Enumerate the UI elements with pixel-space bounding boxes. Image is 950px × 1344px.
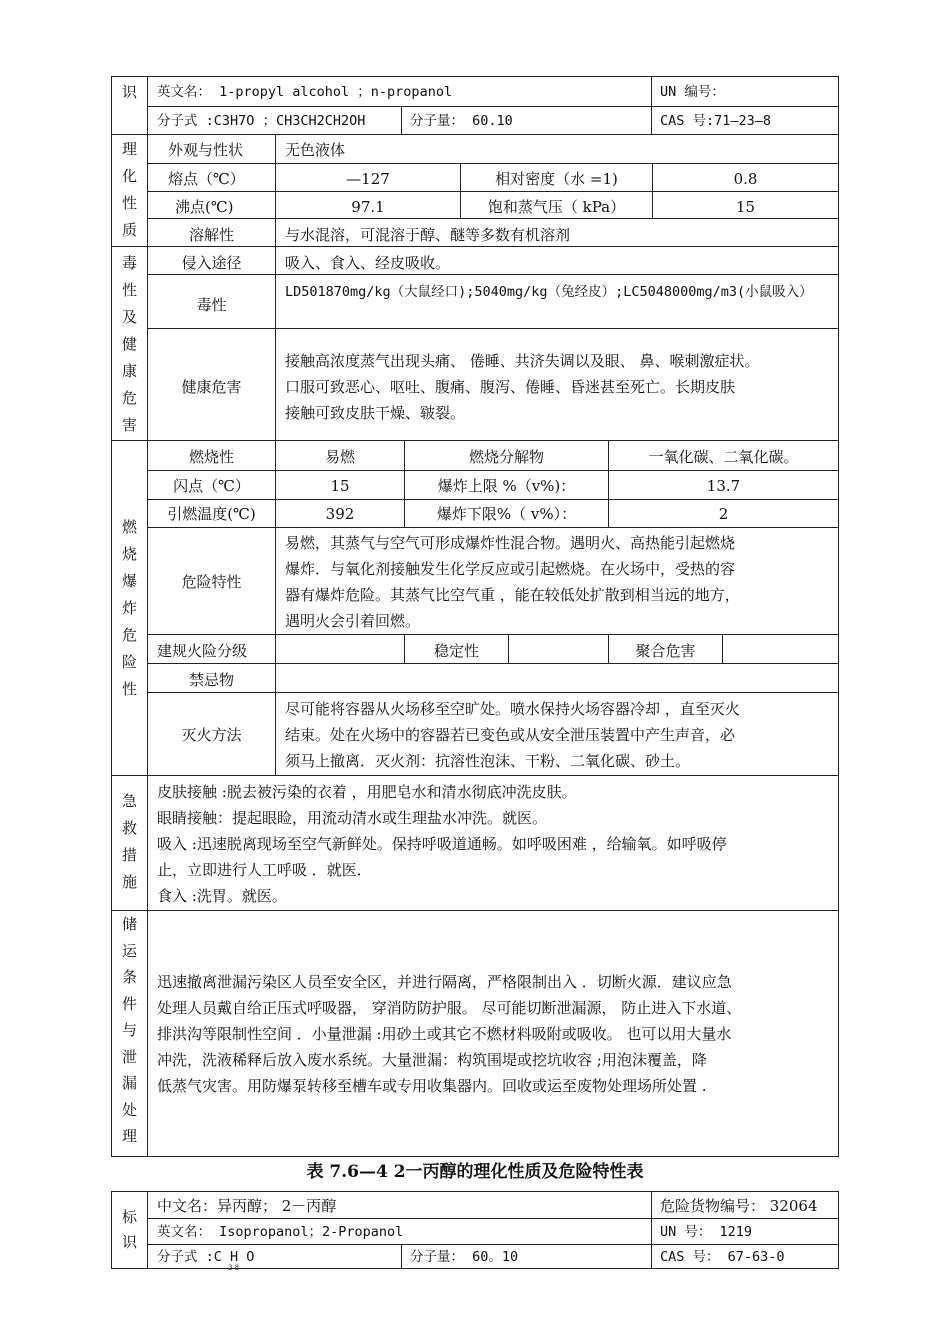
label-char: 理	[121, 1127, 137, 1145]
english-name-2: 英文名： Isopropanol；2-Propanol	[157, 1224, 404, 1240]
firstaid-text	[157, 779, 835, 909]
text-line: 处理人员戴自给正压式呼吸器， 穿消防防护服。 尽可能切断泄漏源， 防止进入下水道、	[157, 999, 742, 1017]
products-label: 燃烧分解物	[468, 448, 544, 466]
text-line: 接触高浓度蒸气出现头痛、 倦睡、共济失调以及眼、 鼻、喉刺激症状。	[285, 352, 760, 370]
flash-value: 15	[330, 477, 350, 495]
section-label-physchem	[112, 136, 147, 244]
text-line: 迅速撤离泄漏污染区人员至安全区，并进行隔离，严格限制出入 ．切断火源．建议应急	[157, 973, 732, 991]
route-label: 侵入途径	[181, 254, 242, 272]
english-name: 英文名： 1-propyl alcohol ；n-propanol	[157, 84, 453, 100]
label-char: 毒	[121, 254, 137, 272]
label-char: 标	[121, 1208, 137, 1226]
text-line: 食入 :洗胃。就医。	[157, 887, 287, 905]
label-char: 泄	[121, 1047, 137, 1066]
label-char: 储	[121, 915, 137, 933]
label-char: 识	[121, 1233, 137, 1251]
chinese-name: 中文名：异丙醇； 2－丙醇	[157, 1197, 337, 1215]
label-char: 烧	[121, 545, 137, 563]
label-char: 康	[121, 362, 137, 380]
text-line: 器有爆炸危险。其蒸气比空气重 ，能在较低处扩散到相当远的地方，	[285, 586, 740, 604]
section-label-firstaid	[112, 788, 147, 896]
extinguish-label: 灭火方法	[181, 726, 242, 744]
hazard-text	[285, 530, 835, 634]
label-char: 措	[121, 846, 137, 864]
cas-number-2: CAS 号： 67-63-0	[660, 1249, 785, 1265]
text-line: 接触可致皮肤干燥、皲裂。	[285, 404, 466, 422]
text-line: 冲洗，洗液稀释后放入废水系统。大量泄漏：构筑围堤或挖坑收容 ;用泡沫覆盖，降	[157, 1051, 707, 1069]
label-char: 炸	[121, 599, 137, 617]
dg-number: 危险货物编号： 32064	[660, 1197, 818, 1215]
formula-subscripts: 3 8	[228, 1264, 240, 1272]
label-char: 及	[121, 308, 137, 326]
stability-label: 稳定性	[433, 642, 479, 660]
fire-class-label: 建规火险分级	[157, 642, 248, 660]
route-value: 吸入、食入、经皮吸收。	[285, 254, 451, 272]
label-char: 爆	[121, 572, 137, 590]
label-char: 救	[121, 819, 137, 837]
molecular-formula: 分子式 :C3H7O ；CH3CH2CH2OH	[157, 113, 366, 129]
text-line: 口服可致恶心、呕吐、腹痛、腹泻、倦睡、昏迷甚至死亡。长期皮肤	[285, 378, 736, 396]
section-label-toxicity	[112, 250, 147, 439]
un-number: UN 编号：	[660, 84, 725, 100]
health-text	[285, 348, 835, 426]
label-char: 害	[121, 416, 137, 434]
boiling-label: 沸点(℃)	[175, 198, 234, 216]
text-line: 须马上撤离．灭火剂：抗溶性泡沫、干粉、二氧化碳、砂土。	[285, 752, 691, 770]
label-char: 运	[121, 941, 137, 960]
appearance-value: 无色液体	[285, 141, 346, 159]
taboo-label: 禁忌物	[188, 671, 234, 689]
boiling-value: 97.1	[351, 198, 385, 216]
section-label-identity-2	[112, 1205, 147, 1255]
label-char: 条	[121, 968, 137, 986]
lower-limit-value: 2	[718, 505, 729, 523]
label-char: 施	[121, 873, 137, 891]
label-char: 质	[121, 221, 137, 239]
label-char: 处	[121, 1100, 137, 1119]
un-number-2: UN 号： 1219	[660, 1224, 753, 1240]
text-line: 尽可能将容器从火场移至空旷处。喷水保持火场容器冷却 ，直至灭火	[285, 700, 740, 718]
ignition-value: 392	[325, 505, 355, 523]
melting-label: 熔点（℃）	[168, 170, 245, 188]
molecular-weight: 分子量： 60.10	[410, 113, 513, 129]
text-line: 止，立即进行人工呼吸 ．就医．	[157, 861, 372, 879]
label-char: 漏	[121, 1074, 137, 1092]
density-value: 0.8	[733, 170, 758, 188]
text-line: 爆炸．与氧化剂接触发生化学反应或引起燃烧。在火场中，受热的容	[285, 560, 736, 578]
solubility-label: 溶解性	[188, 226, 234, 244]
density-label: 相对密度（水 =1)	[495, 170, 618, 188]
upper-limit-value: 13.7	[706, 477, 741, 495]
table-caption: 表 7.6—4 2一丙醇的理化性质及危险特性表	[306, 1162, 644, 1182]
text-line: 皮肤接触 :脱去被污染的衣着 ，用肥皂水和清水彻底冲洗皮肤。	[157, 783, 577, 801]
molecular-formula-2: 分子式 :C H O	[157, 1249, 255, 1265]
label-char: 性	[121, 194, 137, 212]
health-label: 健康危害	[181, 378, 242, 396]
section-label-storage	[112, 911, 147, 1150]
label-char: 理	[121, 140, 137, 158]
label-char: 化	[121, 167, 137, 185]
flammability-label: 燃烧性	[188, 448, 234, 466]
products-value: 一氧化碳、二氧化碳。	[648, 448, 799, 466]
vapor-value: 15	[735, 198, 756, 216]
section-label-combustion	[112, 514, 147, 703]
vapor-label: 饱和蒸气压（ kPa）	[487, 198, 626, 216]
text-line: 眼睛接触：提起眼睑，用流动清水或生理盐水冲洗。就医。	[157, 809, 548, 827]
label-char: 险	[121, 653, 137, 671]
label-char: 性	[121, 281, 137, 299]
toxicity-label: 毒性	[196, 296, 227, 314]
text-line: 结束。处在火场中的容器若已变色或从安全泄压装置中产生声音，必	[285, 726, 736, 744]
section-label-identity: 识	[121, 83, 137, 101]
text-line: 排洪沟等限制性空间 ．小量泄漏 :用砂土或其它不燃材料吸附或吸收。 也可以用大量水	[157, 1025, 732, 1043]
label-char: 与	[121, 1021, 137, 1039]
flash-label: 闪点（℃）	[173, 477, 250, 495]
label-char: 危	[121, 389, 137, 407]
melting-value: —127	[346, 170, 390, 188]
upper-limit-label: 爆炸上限 %（v%)：	[437, 477, 576, 495]
lower-limit-label: 爆炸下限%（ v%）：	[436, 505, 577, 523]
text-line: 低蒸气灾害。用防爆泵转移至槽车或专用收集器内。回收或运至废物处理场所处置 .	[157, 1077, 707, 1095]
label-char: 性	[121, 680, 137, 698]
label-char: 急	[121, 792, 137, 810]
hazard-label: 危险特性	[181, 573, 242, 591]
label-char: 件	[121, 994, 137, 1013]
label-char: 健	[121, 335, 137, 353]
flammability-value: 易燃	[324, 448, 355, 466]
solubility-value: 与水混溶，可混溶于醇、醚等多数有机溶剂	[285, 226, 571, 244]
text-line: 遇明火会引着回燃。	[285, 612, 421, 630]
ignition-label: 引燃温度(℃)	[167, 505, 256, 523]
polymer-label: 聚合危害	[635, 642, 696, 660]
extinguish-text	[285, 696, 835, 774]
molecular-weight-2: 分子量： 60。10	[410, 1249, 519, 1265]
text-line: 易燃，其蒸气与空气可形成爆炸性混合物。遇明火、高热能引起燃烧	[285, 534, 736, 552]
text-line: 吸入 :迅速脱离现场至空气新鲜处。保持呼吸道通畅。如呼吸困难 ，给输氧。如呼吸停	[157, 835, 727, 853]
cas-number: CAS 号:71—23—8	[660, 113, 772, 129]
toxicity-value: LD501870mg/kg（大鼠经口);5040mg/kg（兔经皮）;LC5048000mg/m3(小鼠吸入）	[285, 284, 813, 300]
appearance-label: 外观与性状	[168, 141, 244, 159]
storage-text	[157, 969, 835, 1099]
label-char: 危	[121, 626, 137, 644]
label-char: 燃	[121, 518, 137, 536]
